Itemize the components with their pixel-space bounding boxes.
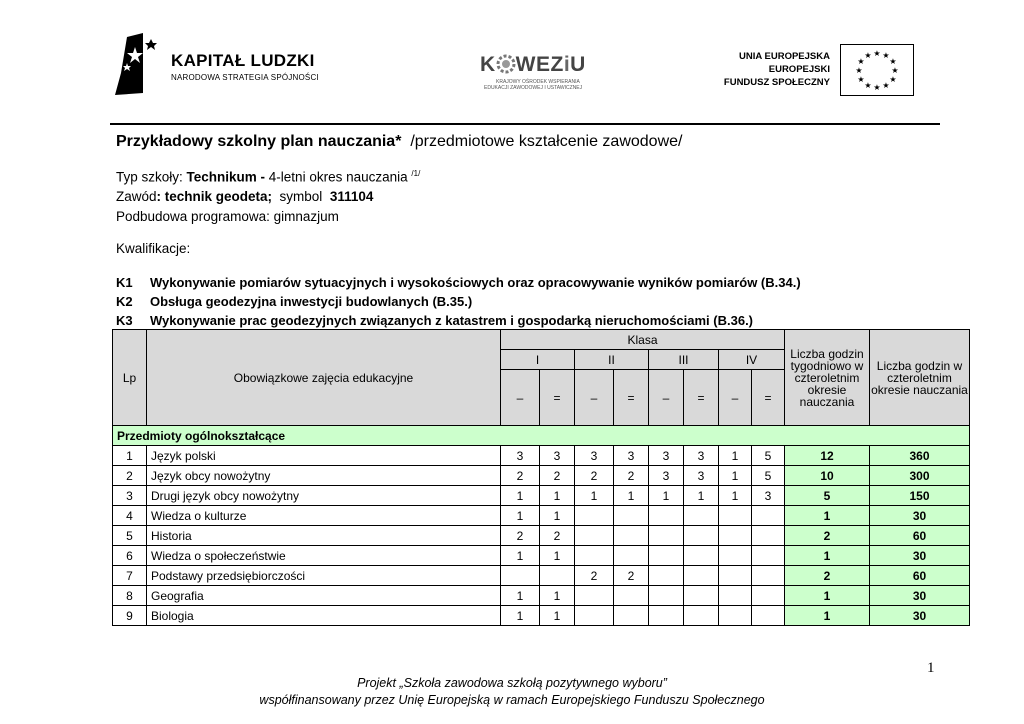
row-hours: 3 bbox=[649, 446, 684, 466]
kapital-ludzki-subtitle: NARODOWA STRATEGIA SPÓJNOŚCI bbox=[171, 73, 319, 82]
eu-logo bbox=[718, 44, 914, 96]
row-hours: 3 bbox=[540, 446, 575, 466]
row-hours: 1 bbox=[501, 506, 540, 526]
header-class-4: IV bbox=[719, 350, 785, 370]
kapital-ludzki-emblem-icon bbox=[113, 33, 159, 95]
row-subject: Biologia bbox=[147, 606, 501, 626]
row-hours: 1 bbox=[540, 546, 575, 566]
header-class-2: II bbox=[575, 350, 649, 370]
row-hours: 1 bbox=[501, 486, 540, 506]
kowezu-title: K WEZiU bbox=[480, 53, 586, 76]
kapital-ludzki-title: KAPITAŁ LUDZKI bbox=[171, 51, 315, 70]
qualification-k2: K2 Obsługa geodezyjna inwestycji budowlanych (B.35.) bbox=[116, 294, 473, 309]
row-hours: 1 bbox=[540, 486, 575, 506]
table-row bbox=[113, 506, 970, 526]
svg-text:★: ★ bbox=[882, 51, 890, 60]
row-subject: Geografia bbox=[147, 586, 501, 606]
school-type: Typ szkoły: Technikum - 4-letni okres nauczania $^{/1/}$ bbox=[116, 169, 421, 185]
header-semester-1: – bbox=[501, 370, 540, 426]
row-hours: 3 bbox=[501, 446, 540, 466]
header-class-3: III bbox=[649, 350, 719, 370]
row-total-hours: 360 bbox=[870, 446, 970, 466]
row-total-hours: 30 bbox=[870, 606, 970, 626]
row-weekly-total: 1 bbox=[785, 586, 870, 606]
row-hours bbox=[752, 586, 785, 606]
kowezu-subtitle-1: KRAJOWY OŚRODEK WSPIERANIA bbox=[496, 79, 580, 85]
row-hours: 1 bbox=[614, 486, 649, 506]
row-hours: 1 bbox=[540, 506, 575, 526]
row-hours: 1 bbox=[501, 586, 540, 606]
qualification-k1: K1 Wykonywanie pomiarów sytuacyjnych i wysokościowych oraz opracowywanie wyników pomiarów (B.34.) bbox=[116, 275, 801, 290]
svg-text:★: ★ bbox=[864, 51, 872, 60]
row-hours bbox=[649, 546, 684, 566]
row-hours: 2 bbox=[540, 466, 575, 486]
row-lp: 5 bbox=[113, 526, 147, 546]
row-hours bbox=[684, 526, 719, 546]
svg-text:★: ★ bbox=[889, 57, 897, 66]
row-hours: 2 bbox=[501, 466, 540, 486]
row-hours: 3 bbox=[684, 466, 719, 486]
row-hours bbox=[540, 566, 575, 586]
qualifications-label: Kwalifikacje: bbox=[116, 241, 191, 256]
row-weekly-total: 10 bbox=[785, 466, 870, 486]
row-hours bbox=[719, 566, 752, 586]
eu-logo-text: UNIA EUROPEJSKA EUROPEJSKI FUNDUSZ SPOŁECZNY bbox=[723, 51, 830, 88]
svg-text:★: ★ bbox=[889, 75, 897, 84]
row-total-hours: 60 bbox=[870, 526, 970, 546]
row-total-hours: 30 bbox=[870, 506, 970, 526]
page-title: Przykładowy szkolny plan nauczania* /przedmiotowe kształcenie zawodowe/ bbox=[116, 133, 683, 150]
row-hours bbox=[501, 566, 540, 586]
qualification-k3: K3 Wykonywanie prac geodezyjnych związanych z katastrem i gospodarką nieruchomościami (B.36.) bbox=[116, 313, 754, 328]
row-hours bbox=[719, 506, 752, 526]
row-lp: 8 bbox=[113, 586, 147, 606]
row-hours: 1 bbox=[684, 486, 719, 506]
row-hours bbox=[649, 566, 684, 586]
row-hours bbox=[575, 506, 614, 526]
row-hours: 3 bbox=[649, 466, 684, 486]
eu-flag-icon bbox=[840, 44, 914, 96]
row-subject: Język polski bbox=[147, 446, 501, 466]
row-hours bbox=[575, 606, 614, 626]
row-hours: 3 bbox=[614, 446, 649, 466]
header-semester-2: = bbox=[752, 370, 785, 426]
row-total-hours: 30 bbox=[870, 586, 970, 606]
row-subject: Historia bbox=[147, 526, 501, 546]
row-subject: Wiedza o społeczeństwie bbox=[147, 546, 501, 566]
header-semester-1: – bbox=[575, 370, 614, 426]
table-row bbox=[113, 586, 970, 606]
table-row bbox=[113, 546, 970, 566]
kowezu-logo bbox=[478, 45, 593, 95]
table-row bbox=[113, 446, 970, 466]
row-hours: 2 bbox=[575, 466, 614, 486]
section-general-subjects: Przedmioty ogólnokształcące bbox=[113, 426, 970, 446]
row-hours: 1 bbox=[501, 606, 540, 626]
header-semester-2: = bbox=[540, 370, 575, 426]
row-hours bbox=[614, 526, 649, 546]
row-subject: Drugi język obcy nowożytny bbox=[147, 486, 501, 506]
row-total-hours: 150 bbox=[870, 486, 970, 506]
row-hours bbox=[752, 506, 785, 526]
row-hours bbox=[752, 606, 785, 626]
svg-text:★: ★ bbox=[857, 57, 865, 66]
row-lp: 1 bbox=[113, 446, 147, 466]
row-hours bbox=[614, 506, 649, 526]
page-number: 1 bbox=[927, 660, 935, 676]
header-semester-2: = bbox=[684, 370, 719, 426]
kapital-ludzki-logo bbox=[113, 33, 323, 103]
table-row bbox=[113, 466, 970, 486]
svg-text:★: ★ bbox=[864, 81, 872, 90]
row-weekly-total: 1 bbox=[785, 546, 870, 566]
row-hours bbox=[752, 526, 785, 546]
row-hours bbox=[719, 526, 752, 546]
row-hours: 1 bbox=[649, 486, 684, 506]
row-total-hours: 60 bbox=[870, 566, 970, 586]
header-semester-2: = bbox=[614, 370, 649, 426]
row-hours bbox=[684, 546, 719, 566]
table-row bbox=[113, 486, 970, 506]
profession: Zawód: technik geodeta; symbol 311104 bbox=[116, 189, 374, 204]
row-subject: Wiedza o kulturze bbox=[147, 506, 501, 526]
row-hours: 2 bbox=[614, 566, 649, 586]
svg-text:★: ★ bbox=[873, 49, 881, 58]
row-lp: 3 bbox=[113, 486, 147, 506]
row-lp: 2 bbox=[113, 466, 147, 486]
row-hours bbox=[684, 606, 719, 626]
svg-text:★: ★ bbox=[855, 66, 863, 75]
row-lp: 7 bbox=[113, 566, 147, 586]
row-subject: Język obcy nowożytny bbox=[147, 466, 501, 486]
row-hours bbox=[614, 586, 649, 606]
row-hours bbox=[575, 546, 614, 566]
svg-text:★: ★ bbox=[857, 75, 865, 84]
row-subject: Podstawy przedsiębiorczości bbox=[147, 566, 501, 586]
header-klasa: Klasa bbox=[501, 330, 785, 350]
footer-project: Projekt „Szkoła zawodowa szkołą pozytywnego wyboru” bbox=[357, 676, 667, 690]
kowezu-subtitle-2: EDUKACJI ZAWODOWEJ I USTAWICZNEJ bbox=[484, 85, 583, 91]
row-hours bbox=[575, 586, 614, 606]
header-semester-1: – bbox=[649, 370, 684, 426]
row-hours: 1 bbox=[540, 606, 575, 626]
row-hours bbox=[752, 566, 785, 586]
header-subjects: Obowiązkowe zajęcia edukacyjne bbox=[147, 330, 501, 426]
header-total-hours: Liczba godzin w czteroletnim okresie nauczania bbox=[870, 330, 970, 426]
row-weekly-total: 2 bbox=[785, 566, 870, 586]
row-hours: 2 bbox=[575, 566, 614, 586]
row-hours: 5 bbox=[752, 446, 785, 466]
row-total-hours: 300 bbox=[870, 466, 970, 486]
row-hours: 1 bbox=[540, 586, 575, 606]
row-hours: 2 bbox=[614, 466, 649, 486]
header-lp: Lp bbox=[113, 330, 147, 426]
gear-icon bbox=[496, 54, 516, 74]
header-semester-1: – bbox=[719, 370, 752, 426]
header-weekly-hours: Liczba godzin tygodniowo w czteroletnim okresie nauczania bbox=[785, 330, 870, 426]
row-weekly-total: 2 bbox=[785, 526, 870, 546]
row-hours: 1 bbox=[719, 486, 752, 506]
row-hours bbox=[649, 526, 684, 546]
row-hours: 2 bbox=[540, 526, 575, 546]
row-hours bbox=[684, 566, 719, 586]
row-hours bbox=[719, 546, 752, 566]
header-divider bbox=[110, 123, 940, 125]
row-hours: 5 bbox=[752, 466, 785, 486]
row-hours: 2 bbox=[501, 526, 540, 546]
row-hours bbox=[684, 506, 719, 526]
curriculum-table bbox=[112, 329, 970, 626]
svg-text:★: ★ bbox=[882, 81, 890, 90]
row-hours: 3 bbox=[752, 486, 785, 506]
row-lp: 4 bbox=[113, 506, 147, 526]
svg-text:★: ★ bbox=[873, 83, 881, 92]
row-hours bbox=[575, 526, 614, 546]
row-hours bbox=[649, 506, 684, 526]
row-hours: 1 bbox=[719, 446, 752, 466]
row-hours bbox=[719, 606, 752, 626]
row-total-hours: 30 bbox=[870, 546, 970, 566]
row-hours bbox=[684, 586, 719, 606]
row-hours bbox=[649, 586, 684, 606]
row-lp: 9 bbox=[113, 606, 147, 626]
program-base: Podbudowa programowa: gimnazjum bbox=[116, 209, 339, 224]
row-weekly-total: 1 bbox=[785, 606, 870, 626]
row-hours: 1 bbox=[719, 466, 752, 486]
row-hours: 3 bbox=[575, 446, 614, 466]
footer-funding: współfinansowany przez Unię Europejską w ramach Europejskiego Funduszu Społecznego bbox=[259, 693, 765, 707]
row-weekly-total: 5 bbox=[785, 486, 870, 506]
svg-text:★: ★ bbox=[891, 66, 899, 75]
table-row bbox=[113, 566, 970, 586]
row-hours bbox=[614, 606, 649, 626]
row-lp: 6 bbox=[113, 546, 147, 566]
row-hours bbox=[752, 546, 785, 566]
row-weekly-total: 1 bbox=[785, 506, 870, 526]
row-hours bbox=[614, 546, 649, 566]
row-hours: 1 bbox=[501, 546, 540, 566]
table-row bbox=[113, 526, 970, 546]
header-class-1: I bbox=[501, 350, 575, 370]
row-hours bbox=[649, 606, 684, 626]
row-hours: 3 bbox=[684, 446, 719, 466]
row-hours: 1 bbox=[575, 486, 614, 506]
row-hours bbox=[719, 586, 752, 606]
table-row bbox=[113, 606, 970, 626]
row-weekly-total: 12 bbox=[785, 446, 870, 466]
